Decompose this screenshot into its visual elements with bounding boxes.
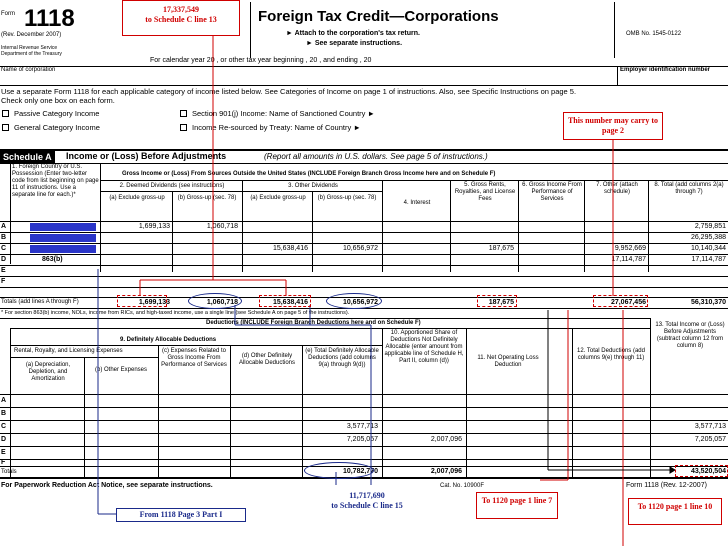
form-footer: Form 1118 (Rev. 12-2007) [626, 482, 707, 489]
ded-row-c-col9e: 3,577,713 [346, 423, 378, 430]
col13-header: 13. Total Income or (Loss) Before Adjustments (subtract column 12 from column 8) [655, 322, 725, 349]
col9d-header: (d) Other Definitely Allocable Deductions [238, 353, 296, 366]
row-a-col2a: 1,699,133 [138, 223, 170, 230]
oval-total-col3b [326, 293, 382, 309]
ded-row-d-col13: 7,205,057 [694, 436, 726, 443]
ded-totals-label: Totals [1, 469, 17, 475]
col9a-header: (a) Depreciation, Depletion, and Amortization [25, 362, 71, 382]
highlight-total-col2a [117, 295, 167, 307]
col8-header: 8. Total (add columns 2(a) through 7) [654, 182, 724, 195]
total-col3a: 15,638,416 [272, 299, 308, 306]
total-col3b: 10,656,972 [342, 299, 378, 306]
row-d-col8: 17,114,787 [691, 256, 726, 263]
bottom-value-note [312, 491, 422, 511]
row-label-f: F [1, 278, 6, 285]
col11-header: 11. Net Operating Loss Deduction [477, 355, 539, 368]
highlight-total-col7 [593, 295, 648, 307]
footnote: * For section 863(b) income, NOLs, income from RICs, and high-taxed income, use a single line (see Schedule A on page 5 of the instructions). [1, 310, 350, 316]
col4-header: 4. Interest [403, 200, 431, 206]
agency-line-2: Department of the Treasury [1, 51, 62, 57]
col10-header: 10. Apportioned Share of Deductions Not Definitely Allocable (enter amount from applicable line of Schedule H, Part II, column (d)) [384, 330, 464, 364]
row-a-col2b: 1,060,718 [206, 223, 238, 230]
ded-total-col13: 43,520,504 [690, 468, 726, 475]
ded-row-d-col10: 2,007,096 [430, 436, 462, 443]
row-c-col5: 187,675 [488, 245, 514, 252]
calendar-year-line: For calendar year 20 , or other tax year beginning , 20 , and ending , 20 [150, 57, 372, 64]
highlight-ded-total-col13 [675, 465, 728, 477]
ded-row-label-e: E [1, 449, 6, 456]
ded-total-col9e: 10,782,770 [342, 468, 378, 475]
row-c-col3b: 10,656,972 [342, 245, 378, 252]
schedule-a-title: Income or (Loss) Before Adjustments [66, 151, 227, 161]
col9b-header: (b) Other Expenses [94, 367, 148, 373]
use-separate-form-instruction: Use a separate Form 1118 for each applicable category of income listed below. See Categories of Income on page 1 of instructions. Also, see Specific Instructions on page 5. [1, 87, 577, 96]
red-connector-top [140, 36, 286, 295]
rental-royalty-header: Rental, Royalty, and Licensing Expenses [14, 348, 123, 354]
paperwork-notice: For Paperwork Reduction Act Notice, see separate instructions. [1, 482, 213, 489]
gross-income-header: Gross Income or (Loss) From Sources Outside the United States (INCLUDE Foreign Branch Gross Income here and on Schedule F) [122, 171, 496, 177]
col3b-header: (b) Gross-up (sec. 78) [317, 195, 377, 201]
totals-label: Totals (add lines A through F) [1, 299, 79, 305]
form-revision: (Rev. December 2007) [1, 32, 62, 38]
general-category-label: General Category Income [14, 123, 100, 132]
ded-row-label-d: D [1, 436, 7, 443]
form-label: Form [1, 11, 15, 17]
col1-header: 1. Foreign Country or U.S. Possession (Enter two-letter code from list beginning on page 11 of instructions. Use a separate line for each.)* [12, 164, 99, 198]
ded-total-col10: 2,007,096 [430, 468, 462, 475]
highlight-total-col5 [477, 295, 517, 307]
col7-header: 7. Other (attach schedule) [596, 182, 638, 195]
resourced-by-treaty-label: Income Re-sourced by Treaty: Name of Country ► [192, 123, 361, 132]
col9-header: 9. Definitely Allocable Deductions [120, 337, 217, 343]
row-b-col8: 26,295,388 [690, 234, 726, 241]
ein-label: Employer identification number [620, 67, 711, 73]
schedule-a-badge: Schedule A [0, 151, 55, 163]
col2-header: 2. Deemed Dividends (see instructions) [119, 183, 225, 189]
black-connector-total [548, 310, 675, 473]
ded-row-d-col9e: 7,205,057 [346, 436, 378, 443]
form-number: 1118 [24, 5, 75, 32]
row-label-c: C [1, 245, 7, 252]
ded-row-label-f: F [1, 459, 6, 466]
row-label-b: B [1, 234, 7, 241]
col2b-header: (b) Gross-up (sec. 78) [177, 195, 237, 201]
form-title: Foreign Tax Credit—Corporations [258, 8, 499, 25]
total-col8: 56,310,370 [690, 299, 726, 306]
to-1120-line10-note: To 1120 page 1 line 10 [628, 498, 722, 525]
agency-line-1: Internal Revenue Service [1, 45, 58, 51]
from-page3-note: From 1118 Page 3 Part I [116, 508, 246, 522]
bottom-note-value: 11,717,690 [349, 491, 385, 500]
col3a-header: (a) Exclude gross-up [250, 195, 306, 201]
oval-total-col2b [188, 293, 242, 309]
deductions-header: Deductions (INCLUDE Foreign Branch Deductions here and on Schedule F) [206, 320, 421, 326]
passive-category-label: Passive Category Income [14, 109, 100, 118]
omb-number: OMB No. 1545-0122 [626, 31, 682, 37]
catalog-number: Cat. No. 10900F [440, 483, 485, 489]
top-note-value: 17,337,549 [163, 5, 199, 14]
ded-row-label-b: B [1, 410, 7, 417]
row-c-col3a: 15,638,416 [272, 245, 308, 252]
attach-instruction: ► Attach to the corporation's tax return. [286, 30, 420, 37]
red-connector-col7 [540, 140, 623, 546]
col9e-header: (e) Total Definitely Allocable Deductions (add columns 9(a) through 9(d)) [305, 348, 379, 368]
schedule-a-subtitle: (Report all amounts in U.S. dollars. See page 5 of instructions.) [264, 152, 488, 161]
row-label-e: E [1, 267, 6, 274]
to-1120-line7-note: To 1120 page 1 line 7 [476, 492, 558, 519]
col3-header: 3. Other Dividends [288, 183, 338, 189]
see-instructions: ► See separate instructions. [306, 40, 403, 47]
check-one-box-instruction: Check only one box on each form. [1, 96, 115, 105]
row-label-d: D [1, 256, 7, 263]
total-col5: 187,675 [488, 299, 514, 306]
row-c-col7: 9,952,669 [614, 245, 646, 252]
col9c-header: (c) Expenses Related to Gross Income From Performance of Services [161, 348, 227, 368]
name-of-corporation-label: Name of corporation [1, 67, 56, 73]
ded-row-label-c: C [1, 423, 7, 430]
row-d-col7: 17,114,787 [611, 256, 646, 263]
country-d-863b: 863(b) [42, 256, 63, 263]
bottom-note-text: to Schedule C line 15 [331, 501, 403, 510]
top-note-box [122, 0, 240, 36]
col6-header: 6. Gross Income From Performance of Services [522, 182, 582, 202]
row-a-col8: 2,759,851 [694, 223, 726, 230]
ded-row-c-col13: 3,577,713 [694, 423, 726, 430]
oval-ded-total-col9e [304, 462, 374, 479]
total-col2a: 1,699,133 [138, 299, 170, 306]
col2a-header: (a) Exclude gross-up [109, 195, 165, 201]
highlight-total-col3a [259, 295, 311, 307]
ded-row-label-a: A [1, 397, 7, 404]
col12-header: 12. Total Deductions (add columns 9(e) through 11) [577, 348, 645, 361]
row-c-col8: 10,140,344 [690, 245, 726, 252]
col5-header: 5. Gross Rents, Royalties, and License Fees [454, 182, 516, 202]
total-col2b: 1,060,718 [206, 299, 238, 306]
carry-note-box: This number may carry to page 2 [563, 112, 663, 140]
row-label-a: A [1, 223, 7, 230]
total-col7: 27,067,456 [610, 299, 646, 306]
top-note-text: to Schedule C line 13 [145, 15, 217, 24]
section-901j-label: Section 901(j) Income: Name of Sanctioned Country ► [192, 109, 375, 118]
